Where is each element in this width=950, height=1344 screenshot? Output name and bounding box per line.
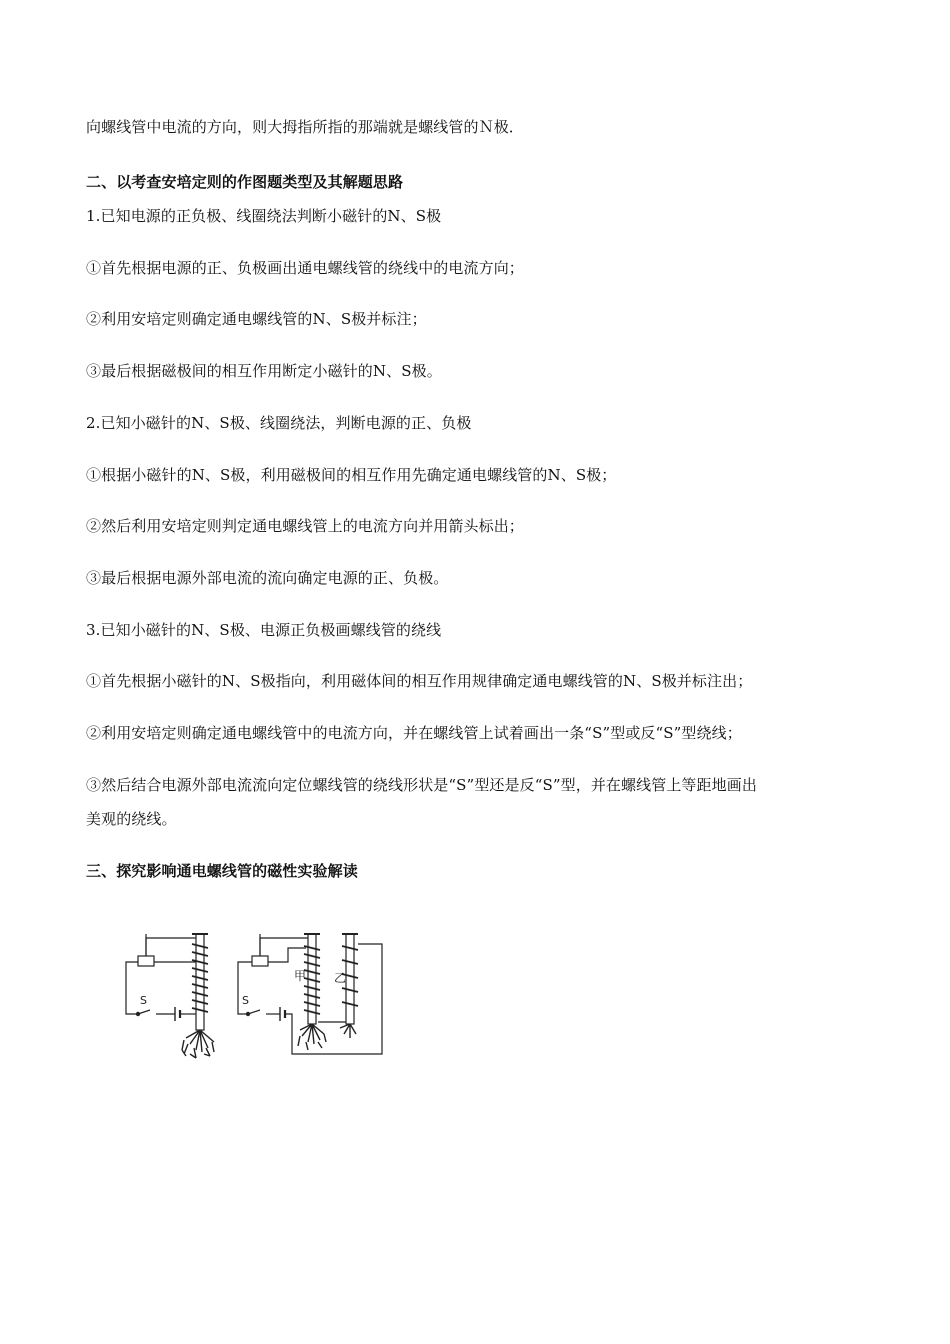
switch-label-right: S — [242, 994, 249, 1007]
coil-left — [192, 944, 208, 1012]
step-3b: ②利用安培定则确定通电螺线管中的电流方向，并在螺线管上试着画出一条“S”型或反“S”型绕线； — [86, 724, 742, 742]
step-3c-line-1: ③然后结合电源外部电流流向定位螺线管的绕线形状是“S”型还是反“S”型，并在螺线管上等距地画出 — [86, 776, 757, 794]
step-1b: ②利用安培定则确定通电螺线管的N、S极并标注； — [86, 310, 427, 328]
switch-label-left: S — [140, 994, 147, 1007]
step-1c: ③最后根据磁极间的相互作用断定小磁针的N、S极。 — [86, 362, 442, 380]
subheading-2: 2.已知小磁针的N、S极、线圈绕法，判断电源的正、负极 — [86, 414, 472, 432]
step-2a: ①根据小磁针的N、S极，利用磁极间的相互作用先确定通电螺线管的N、S极； — [86, 466, 617, 484]
subheading-1: 1.已知电源的正负极、线圈绕法判断小磁针的N、S极 — [86, 207, 442, 225]
step-2b: ②然后利用安培定则判定通电螺线管上的电流方向并用箭头标出； — [86, 517, 524, 535]
coil-label-jia: 甲 — [294, 969, 307, 983]
iron-core-left — [196, 934, 204, 1030]
section-heading-3: 三、探究影响通电螺线管的磁性实验解读 — [86, 862, 358, 880]
paragraph-continuation: 向螺线管中电流的方向，则大拇指所指的那端就是螺线管的Ｎ极． — [86, 118, 524, 136]
pins-cluster-jia — [298, 1024, 326, 1050]
rheostat-right — [252, 956, 268, 966]
electromagnet-experiment-figure — [120, 924, 396, 1062]
circuit-left — [126, 934, 214, 1058]
step-3c-line-2: 美观的绕线。 — [86, 810, 177, 828]
pins-cluster-yi — [340, 1024, 356, 1038]
step-2c: ③最后根据电源外部电流的流向确定电源的正、负极。 — [86, 569, 449, 587]
coil-label-yi: 乙 — [334, 971, 347, 985]
section-heading-2: 二、以考查安培定则的作图题类型及其解题思路 — [86, 173, 404, 191]
step-1a: ①首先根据电源的正、负极画出通电螺线管的绕线中的电流方向； — [86, 259, 524, 277]
rheostat-left — [138, 956, 154, 966]
subheading-3: 3.已知小磁针的N、S极、电源正负极画螺线管的绕线 — [86, 621, 442, 639]
step-3a: ①首先根据小磁针的N、S极指向，利用磁体间的相互作用规律确定通电螺线管的N、S极并标注出； — [86, 672, 753, 690]
coil-jia — [304, 946, 320, 1014]
pins-cluster-left — [182, 1030, 214, 1058]
circuit-right — [238, 934, 382, 1054]
